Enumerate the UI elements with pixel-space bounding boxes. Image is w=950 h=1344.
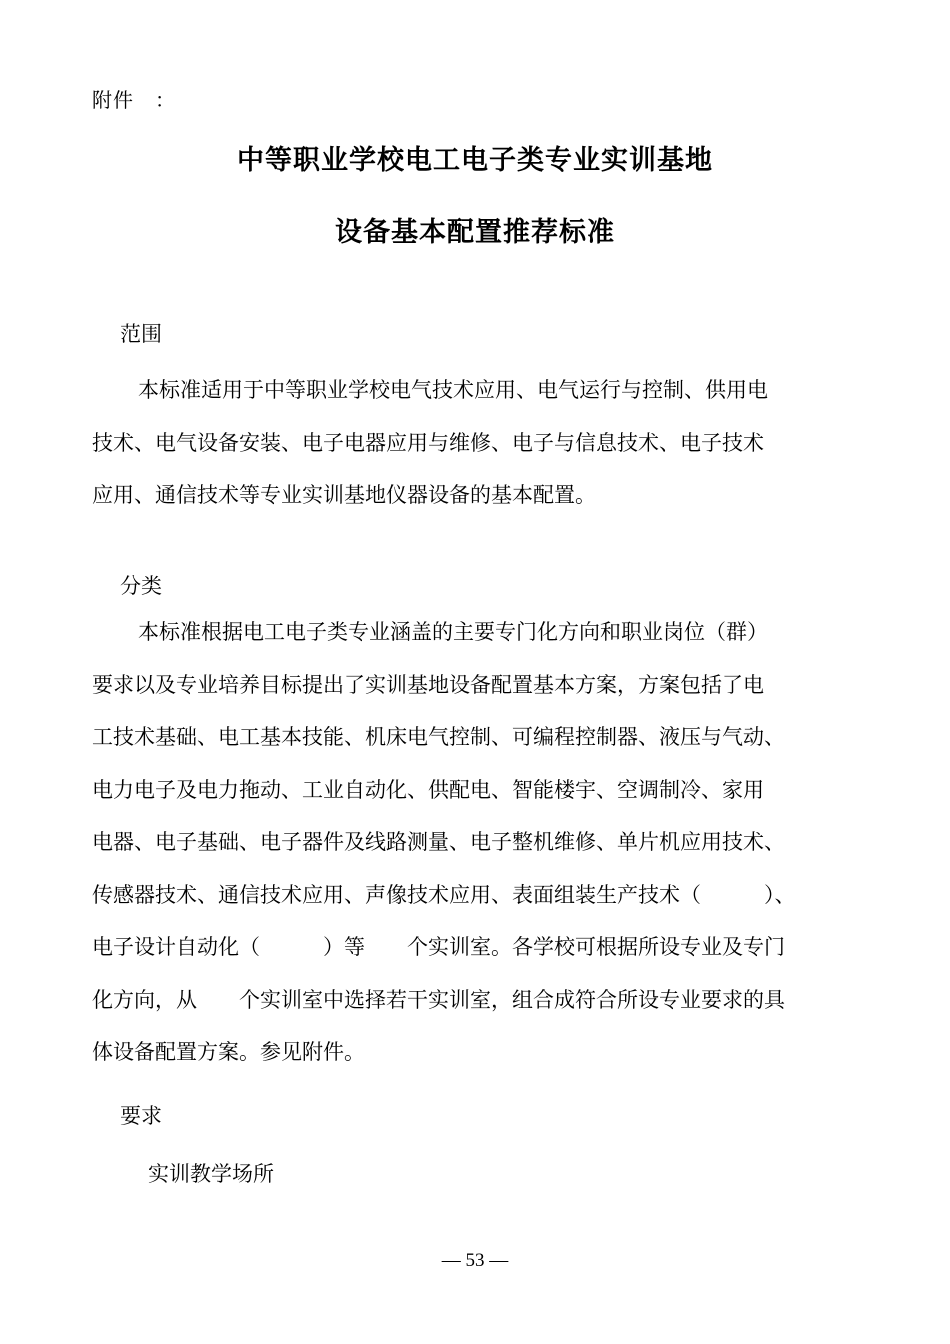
scope-paragraph <box>92 364 860 522</box>
paragraph-line: 本标准适用于中等职业学校电气技术应用、电气运行与控制、供用电 <box>138 378 768 402</box>
paragraph-line: 应用、通信技术等专业实训基地仪器设备的基本配置。 <box>92 483 596 507</box>
paragraph-line: 电力电子及电力拖动、工业自动化、供配电、智能楼宇、空调制冷、家用 <box>92 777 764 802</box>
paragraph-line: 传感器技术、通信技术应用、声像技术应用、表面组装生产技术（ ）、 <box>92 882 796 907</box>
paragraph-line: 技术、电气设备安装、电子电器应用与维修、电子与信息技术、电子技术 <box>92 430 764 455</box>
section-heading-classification: 分类 <box>120 574 162 598</box>
section-heading-requirements: 要求 <box>120 1104 162 1128</box>
paragraph-line: 电器、电子基础、电子器件及线路测量、电子整机维修、单片机应用技术、 <box>92 830 785 854</box>
classification-paragraph <box>92 606 860 1079</box>
attachment-label: 附件 ： <box>92 88 176 112</box>
paragraph-line: 体设备配置方案。参见附件。 <box>92 1040 365 1064</box>
subsection-heading-training-venue: 实训教学场所 <box>148 1162 274 1186</box>
paragraph-line: 工技术基础、电工基本技能、机床电气控制、可编程控制器、液压与气动、 <box>92 725 785 749</box>
section-heading-scope: 范围 <box>120 322 162 346</box>
document-title-line-1: 中等职业学校电工电子类专业实训基地 <box>237 145 713 176</box>
paragraph-line: 要求以及专业培养目标提出了实训基地设备配置基本方案，方案包括了电 <box>92 672 764 697</box>
paragraph-line: 电子设计自动化（ ）等 个实训室。各学校可根据所设专业及专门 <box>92 935 785 959</box>
paragraph-line: 化方向，从 个实训室中选择若干实训室，组合成符合所设专业要求的具 <box>92 987 785 1012</box>
paragraph-line: 本标准根据电工电子类专业涵盖的主要专门化方向和职业岗位（群） <box>138 620 768 644</box>
document-title-line-2: 设备基本配置推荐标准 <box>335 217 615 248</box>
page-number: — 53 — <box>441 1250 509 1271</box>
